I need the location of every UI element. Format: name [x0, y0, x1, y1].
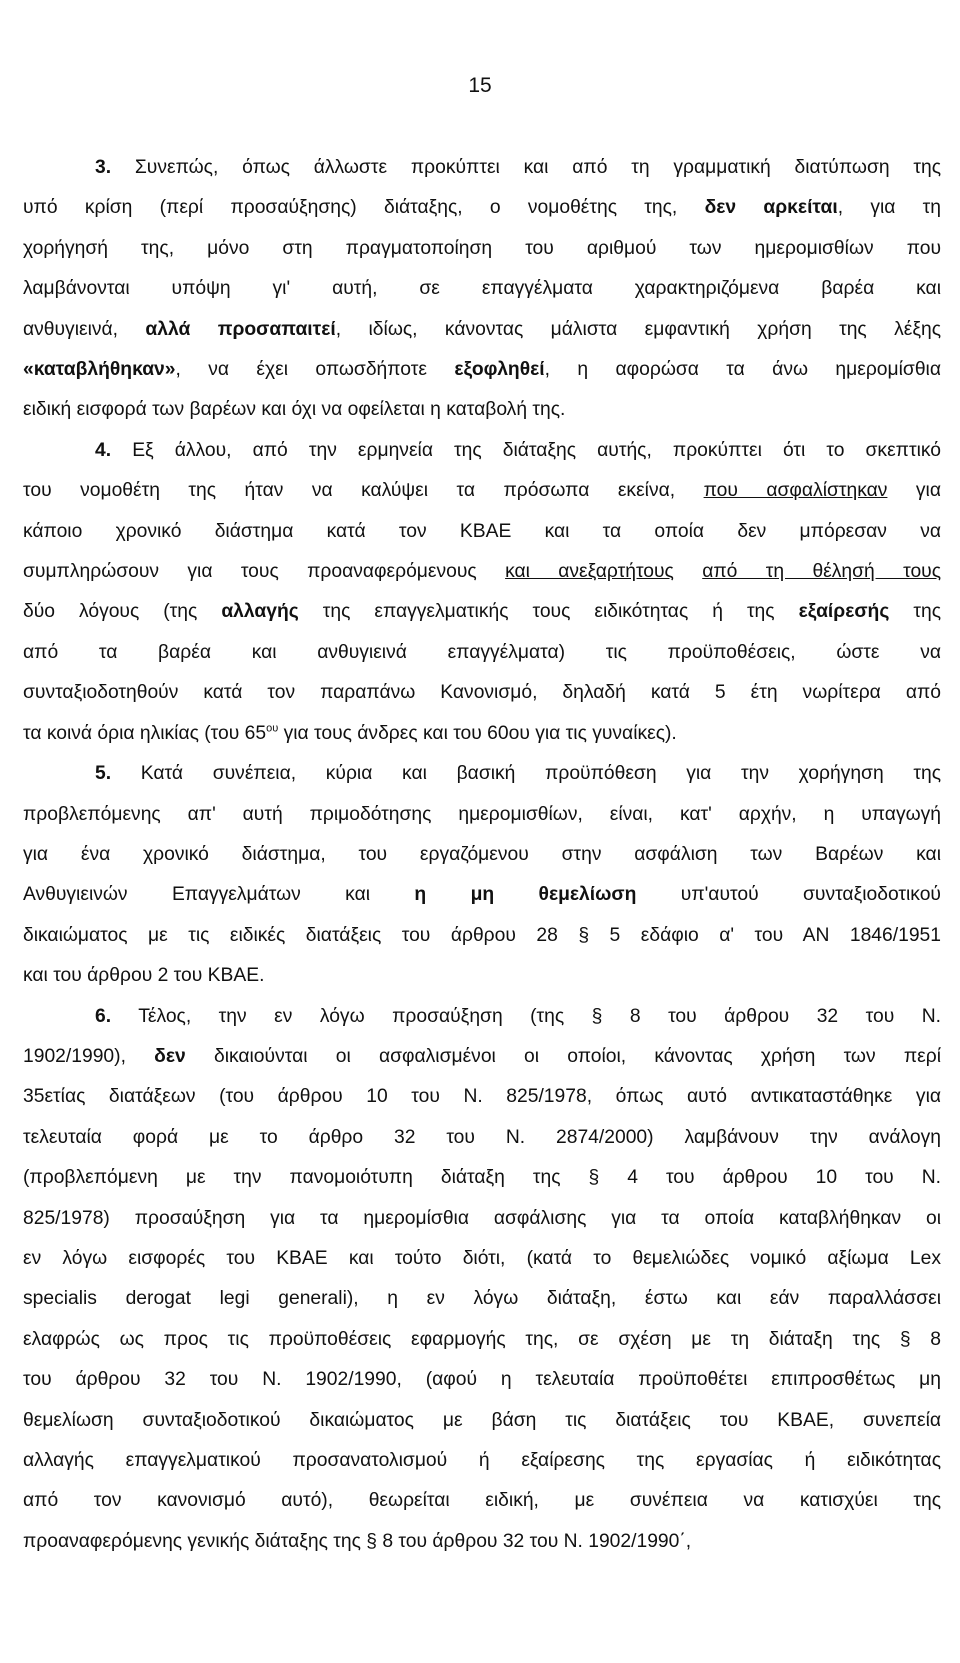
paragraph-5-line-2: προβλεπόμενης απ' αυτή πριμοδότησης ημερομισθίων, είναι, κατ' αρχήν, η υπαγωγή: [23, 803, 941, 825]
text-run: δύο λόγους (της: [23, 601, 222, 623]
paragraph-5-line-6: και του άρθρου 2 του ΚΒΑΕ.: [23, 965, 265, 987]
text-run: υπ'αυτού συνταξιοδοτικού: [636, 884, 941, 906]
text-run: της: [889, 601, 941, 623]
paragraph-6-line-1: [23, 997, 941, 1037]
paragraph-4-line-8: [23, 714, 941, 754]
paragraph-6-line-11: θεμελίωση συνταξιοδοτικού δικαιώματος με βάση τις διατάξεις του ΚΒΑΕ, συνεπεία: [23, 1409, 941, 1431]
paragraph-3-line-2: [23, 188, 941, 228]
bold-text: εξαίρεσής: [798, 601, 890, 623]
paragraph-4-line-4: [23, 552, 941, 592]
paragraph-6-number: 6.: [95, 1005, 112, 1027]
paragraph-6-text: Τέλος, την εν λόγω προσαύξηση (της § 8 του άρθρου 32 του Ν.: [138, 1005, 941, 1027]
bold-text: αλλά προσαπαιτεί: [145, 318, 336, 340]
paragraph-3-line-4: λαμβάνονται υπόψη γι' αυτή, σε επαγγέλματα χαρακτηριζόμενα βαρέα και: [23, 278, 941, 300]
text-run: υπό κρίση (περί προσαύξησης) διάταξης, ο νομοθέτης της,: [23, 197, 705, 219]
bold-text: εξοφληθεί: [454, 359, 545, 381]
text-run: [674, 561, 702, 582]
underlined-text: από τη θέλησή τους: [702, 561, 942, 583]
paragraph-6-line-13: από τον κανονισμό αυτό), θεωρείται ειδική, με συνέπεια να κατισχύει της: [23, 1490, 941, 1512]
paragraph-4-line-5: [23, 592, 941, 632]
text-run: δικαιούνται οι ασφαλισμένοι οι οποίοι, κάνοντας χρήση των περί: [185, 1045, 942, 1067]
paragraph-5-line-4: [23, 875, 941, 915]
paragraph-3: [23, 148, 941, 431]
paragraph-6-line-2: [23, 1037, 941, 1077]
paragraph-3-line-7: ειδική εισφορά των βαρέων και όχι να οφείλεται η καταβολή της.: [23, 399, 566, 421]
paragraph-5-line-3: για ένα χρονικό διάστημα, του εργαζόμενου στην ασφάλιση των Βαρέων και: [23, 843, 941, 865]
underlined-text: που ασφαλίστηκαν: [703, 480, 888, 502]
paragraph-3-line-5: [23, 310, 941, 350]
bold-text: δεν: [154, 1045, 186, 1067]
paragraph-6-line-4: τελευταία φορά με το άρθρο 32 του Ν. 2874/2000) λαμβάνουν την ανάλογη: [23, 1126, 941, 1148]
paragraph-3-text: Συνεπώς, όπως άλλωστε προκύπτει και από τη γραμματική διατύπωση της: [134, 157, 941, 178]
paragraph-6-line-5: (προβλεπόμενη με την πανομοιότυπη διάταξη της § 4 του άρθρου 10 του Ν.: [23, 1167, 941, 1189]
paragraph-4: [23, 431, 941, 754]
text-run: του νομοθέτη της ήταν να καλύψει τα πρόσωπα εκείνα,: [23, 480, 704, 502]
paragraph-3-line-1: [23, 148, 941, 188]
paragraph-3-line-3: χορήγησή της, μόνο στη πραγματοποίηση του αριθμού των ημερομισθίων που: [23, 237, 941, 259]
text-run: , η αφορώσα τα άνω ημερομίσθια: [544, 359, 941, 381]
text-run: για: [887, 480, 941, 502]
paragraph-4-line-6: από τα βαρέα και ανθυγιεινά επαγγέλματα) τις προϋποθέσεις, ώστε να: [23, 641, 941, 663]
paragraph-4-text: Εξ άλλου, από την ερμηνεία της διάταξης αυτής, προκύπτει ότι το σκεπτικό: [132, 439, 941, 461]
paragraph-5-line-1: [23, 754, 941, 794]
bold-text: αλλαγής: [221, 601, 299, 623]
paragraph-6-line-7: εν λόγω εισφορές του ΚΒΑΕ και τούτο διότι, (κατά το θεμελιώδες νομικό αξίωμα Lex: [23, 1247, 941, 1269]
paragraph-6-line-3: 35ετίας διατάξεων (του άρθρου 10 του Ν. 825/1978, όπως αυτό αντικαταστάθηκε για: [23, 1086, 941, 1108]
text-run: Ανθυγιεινών Επαγγελμάτων και: [23, 884, 415, 906]
text-run: για τους άνδρες και του 60ου για τις γυναίκες).: [278, 722, 677, 744]
superscript: ου: [266, 722, 279, 735]
text-run: τα κοινά όρια ηλικίας (του 65: [23, 722, 267, 744]
paragraph-4-line-3: κάποιο χρονικό διάστημα κατά τον ΚΒΑΕ και τα οποία δεν μπόρεσαν να: [23, 520, 941, 542]
paragraph-5-line-5: δικαιώματος με τις ειδικές διατάξεις του άρθρου 28 § 5 εδάφιο α' του ΑΝ 1846/1951: [23, 924, 941, 946]
paragraph-4-line-2: [23, 471, 941, 511]
paragraph-6-line-14: προαναφερόμενης γενικής διάταξης της § 8 του άρθρου 32 του Ν. 1902/1990΄,: [23, 1530, 692, 1552]
bold-text: η μη θεμελίωση: [414, 884, 637, 906]
paragraph-6-line-9: ελαφρώς ως προς τις προϋποθέσεις εφαρμογής της, σε σχέση με τη διάταξη της § 8: [23, 1328, 941, 1350]
paragraph-4-number: 4.: [95, 439, 112, 461]
paragraph-6-line-8: specialis derogat legi generali), η εν λόγω διάταξη, έστω και εάν παραλλάσσει: [23, 1288, 941, 1310]
paragraph-4-line-1: [23, 431, 941, 471]
paragraph-6-line-10: του άρθρου 32 του Ν. 1902/1990, (αφού η τελευταία προϋποθέτει επιπροσθέτως μη: [23, 1369, 941, 1391]
text-run: , να έχει οπωσδήποτε: [175, 359, 455, 381]
paragraph-6: [23, 997, 941, 1563]
paragraph-5-text: Κατά συνέπεια, κύρια και βασική προϋπόθεση για την χορήγηση της: [140, 763, 941, 785]
paragraph-3-line-6: [23, 350, 941, 390]
paragraph-3-number: 3.: [95, 157, 112, 178]
document-body: [23, 148, 941, 1562]
page-number: 15: [468, 74, 492, 97]
text-run: , για τη: [837, 197, 942, 219]
text-run: της επαγγελματικής τους ειδικότητας ή της: [298, 601, 799, 623]
text-run: 1902/1990),: [23, 1045, 155, 1067]
text-run: συμπληρώσουν για τους προαναφερόμενους: [23, 561, 506, 583]
paragraph-6-line-6: 825/1978) προσαύξηση για τα ημερομίσθια ασφάλισης για τα οποία καταβλήθηκαν οι: [23, 1207, 941, 1229]
paragraph-5-number: 5.: [95, 763, 112, 785]
underlined-text: και ανεξαρτήτους: [505, 561, 674, 583]
paragraph-4-line-7: συνταξιοδοτηθούν κατά τον παραπάνω Κανονισμό, δηλαδή κατά 5 έτη νωρίτερα από: [23, 682, 941, 704]
paragraph-5: [23, 754, 941, 996]
paragraph-6-line-12: αλλαγής επαγγελματικού προσανατολισμού ή εξαίρεσης της εργασίας ή ειδικότητας: [23, 1450, 941, 1471]
bold-text: «καταβλήθηκαν»: [23, 359, 176, 381]
text-run: , ιδίως, κάνοντας μάλιστα εμφαντική χρήση της λέξης: [335, 318, 941, 340]
text-run: ανθυγιεινά,: [23, 318, 146, 340]
bold-text: δεν αρκείται: [704, 197, 838, 219]
